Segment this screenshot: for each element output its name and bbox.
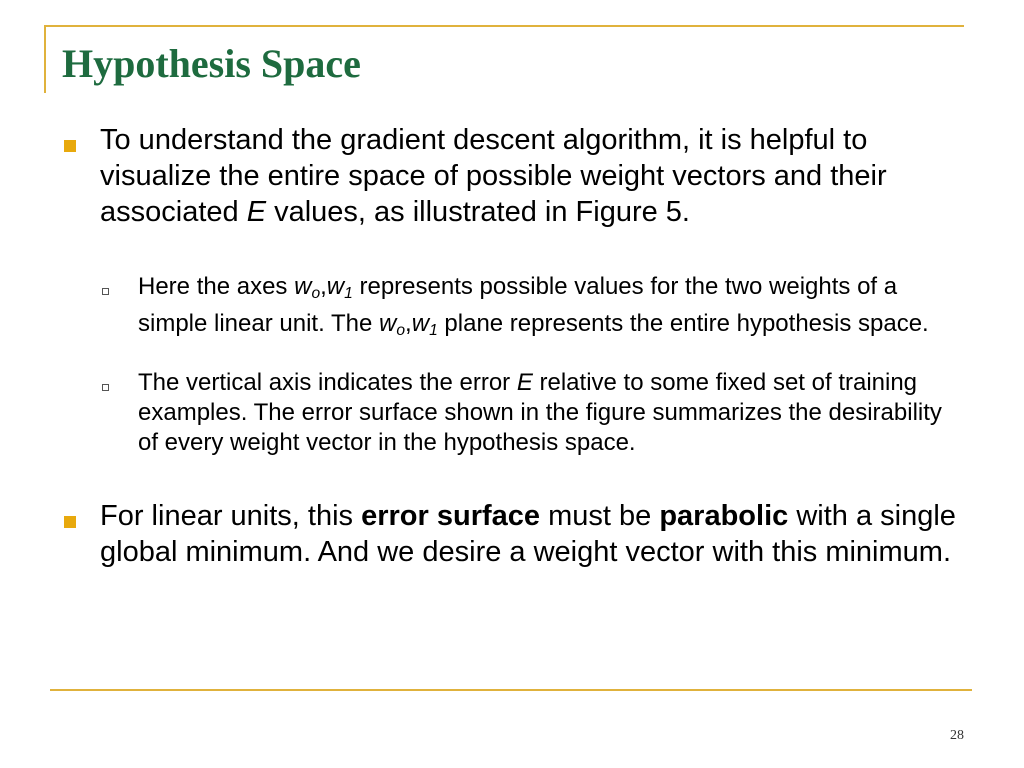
sub-bullet-2-var: E xyxy=(516,369,533,396)
page-number: 28 xyxy=(950,728,964,743)
sub-bullet-text-2 xyxy=(138,368,968,458)
sub-bullet-1-post: plane represents the entire hypothesis space. xyxy=(437,309,929,337)
sub-bullet-1-pre: Here the axes xyxy=(138,273,295,300)
bullet-1-pre: To understand the gradient descent algorithm, it is helpful to visualize the entire space of possible weight vectors and their associated xyxy=(100,124,887,228)
sub-bullet-square-icon xyxy=(102,384,109,391)
var-w: w xyxy=(379,309,397,337)
bullet-2-bold-1: error surface xyxy=(361,500,541,532)
sub-bullet-2-pre: The vertical axis indicates the error xyxy=(138,369,517,396)
var-subscript: o xyxy=(311,284,321,302)
sub-bullet-square-icon xyxy=(102,288,109,295)
sub-bullet-1-mid: represents possible values for the two weights of a simple linear unit. The xyxy=(138,273,898,337)
top-rule xyxy=(44,25,964,27)
bullet-text-2 xyxy=(100,498,960,570)
var-w: w xyxy=(326,273,345,300)
bottom-rule xyxy=(50,689,972,691)
bullet-2-pre: For linear units, this xyxy=(100,500,362,532)
bullet-square-icon xyxy=(64,140,76,152)
bullet-square-icon xyxy=(64,516,76,528)
var-w: w xyxy=(411,309,430,337)
sub-bullet-2-post: relative to some fixed set of training examples. The error surface shown in the figure summarizes the desirability of every weight vector in the hypothesis space. xyxy=(138,369,942,456)
sub-bullet-text-1 xyxy=(138,272,968,346)
slide-title: Hypothesis Space xyxy=(62,41,361,86)
left-rule xyxy=(44,25,46,93)
bullet-2-bold-2: parabolic xyxy=(659,500,789,532)
comma: , xyxy=(320,273,327,300)
bullet-2-post: with a single global minimum. And we desire a weight vector with this minimum. xyxy=(100,500,956,568)
var-subscript: o xyxy=(396,321,406,339)
bullet-1-post: values, as illustrated in Figure 5. xyxy=(266,196,690,228)
bullet-1-var: E xyxy=(246,196,267,228)
var-subscript: 1 xyxy=(429,321,438,339)
comma: , xyxy=(405,309,412,337)
bullet-2-mid: must be xyxy=(540,500,660,532)
var-w: w xyxy=(294,273,312,300)
var-subscript: 1 xyxy=(344,284,353,302)
bullet-text-1 xyxy=(100,122,960,230)
